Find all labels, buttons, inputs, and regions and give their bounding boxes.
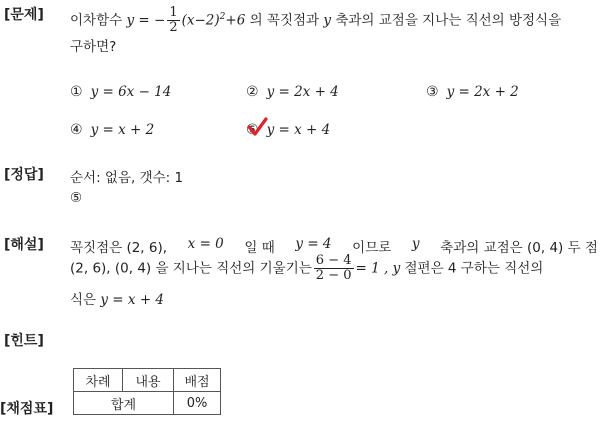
rubric-header-row [74,369,221,392]
expl-fraction [314,254,354,283]
rubric-total-value: 0% [174,392,221,415]
problem-y-eq: y = − [126,12,166,29]
expl-math-2b: = 1 , [355,260,389,277]
option-4-marker: ④ [70,122,83,138]
expl-text-2a: (2, 6), (0, 4) 을 지나는 직선의 기울기는 [70,260,312,277]
expl-math-3b: y = x + 4 [100,292,165,308]
expl-frac-den: 2 − 0 [315,268,352,283]
option-2-text: y = 2x + 4 [266,84,339,100]
rubric-header-content: 내용 [123,369,174,392]
explanation-line-2 [70,254,543,283]
hint-label: [힌트] [4,333,44,349]
expl-math-1d: y = 4 [295,236,332,252]
option-3-text: y = 2x + 2 [446,84,519,100]
rubric-total-row [74,392,221,415]
explanation-line-3 [70,288,164,308]
problem-y: y [323,12,332,29]
expl-text-1g: 축과의 교점은 (0, 4) 두 점 [440,240,598,256]
expl-text-3a: 식은 [70,292,97,308]
problem-text-2: 의 꼭짓점과 [245,12,320,29]
explanation-label: [해설] [4,237,44,253]
expl-text-1e: 이므로 [352,240,392,256]
problem-label: [문제] [4,7,44,23]
option-1-text: y = 6x − 14 [90,84,172,100]
option-3[interactable] [426,84,519,100]
answer-line-1: 순서: 없음, 갯수: 1 [70,170,184,186]
problem-plus6: +6 [225,12,246,29]
problem-text-1: 이차함수 [70,12,123,29]
option-1[interactable] [70,84,171,100]
expl-math-1b: x = 0 [187,236,224,252]
option-5-text: y = x + 4 [266,122,331,138]
answer-label: [정답] [4,167,44,183]
problem-expr: (x−2) [181,12,220,29]
problem-exponent: 2 [219,12,226,22]
rubric-label: [채점표] [0,401,54,417]
option-2-marker: ② [246,84,259,100]
expl-frac-num: 6 − 4 [315,253,352,268]
problem-line-1 [70,6,561,35]
expl-text-1c: 일 때 [244,240,275,256]
rubric-header-score: 배점 [174,369,221,392]
problem-fraction [167,6,179,35]
expl-text-2d: 절편은 4 구하는 직선의 [404,260,544,277]
option-5-marker: ⑤ [246,122,259,138]
option-4[interactable] [70,122,154,138]
option-2[interactable] [246,84,339,100]
option-3-marker: ③ [426,84,439,100]
problem-text-3: 축과의 교점을 지나는 직선의 방정식을 [331,12,562,29]
checkmark-icon [246,116,268,138]
rubric-header-order: 차례 [74,369,123,392]
expl-text-1a: 꼭짓점은 (2, 6), [70,240,168,256]
rubric-total-label: 합계 [74,392,174,415]
option-1-marker: ① [70,84,83,100]
expl-math-2c: y [392,260,401,277]
expl-math-1f: y [411,236,420,252]
problem-frac-den: 2 [169,20,178,35]
rubric-table [73,368,221,415]
problem-frac-num: 1 [169,5,178,20]
problem-line-2: 구하면? [70,39,117,55]
answer-line-2: ⑤ [70,190,83,206]
option-4-text: y = x + 2 [90,122,155,138]
